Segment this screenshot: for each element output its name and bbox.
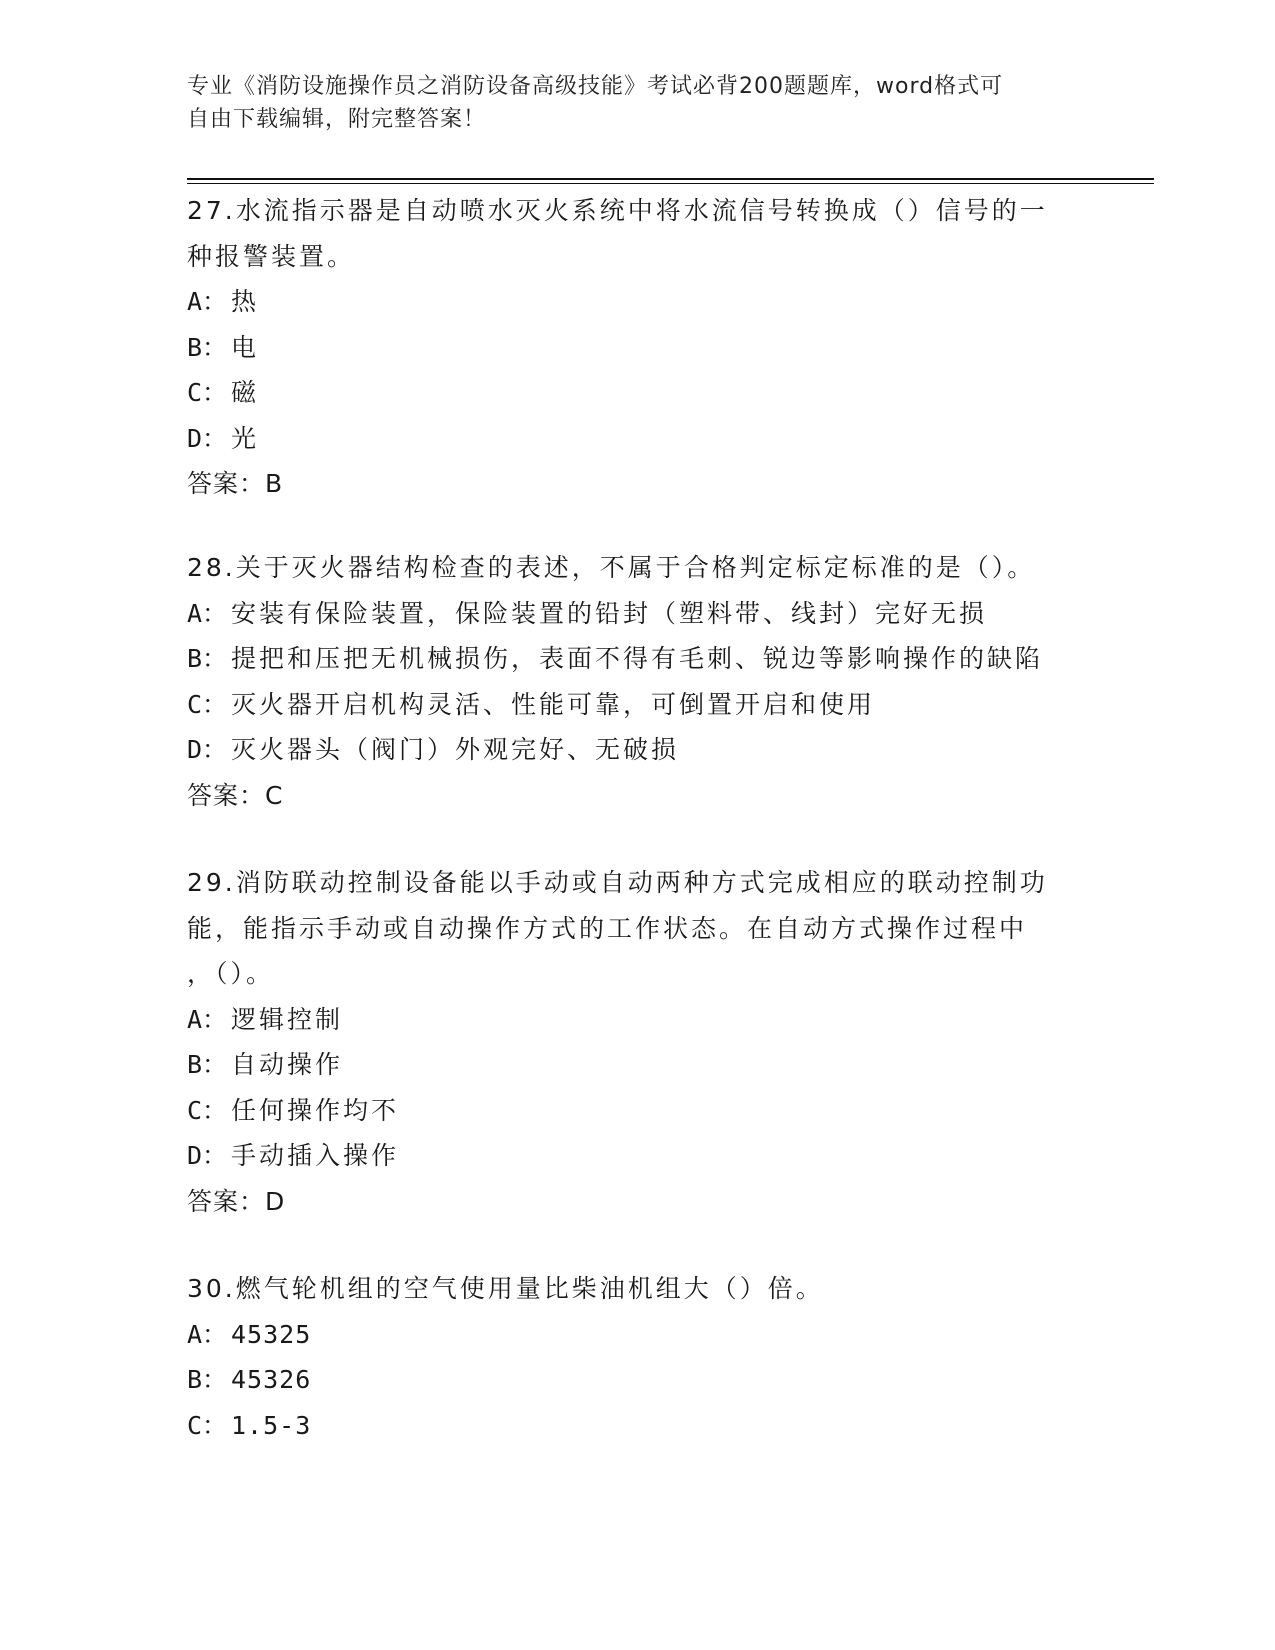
- option-a: [187, 1312, 1087, 1358]
- answer-line: 答案：D: [187, 1186, 286, 1216]
- option-key: B：: [187, 332, 228, 362]
- option-text: 光: [231, 423, 260, 453]
- question-28: [187, 545, 1087, 818]
- question-27: [187, 188, 1087, 507]
- option-text: 逻辑控制: [231, 1004, 344, 1034]
- question-29: [187, 860, 1087, 1224]
- option-key: B：: [187, 1050, 228, 1079]
- option-key: C：: [187, 1095, 228, 1125]
- option-text: 灭火器开启机构灵活、性能可靠，可倒置开启和使用: [231, 689, 876, 719]
- stem-line: ，（）。: [187, 959, 275, 988]
- option-text: 1.5-3: [231, 1410, 312, 1440]
- option-b: [187, 1357, 1087, 1403]
- stem-line: 27.水流指示器是自动喷水灭火系统中将水流信号转换成（）信号的一: [187, 196, 1048, 225]
- option-c: [187, 682, 1087, 728]
- option-b: [187, 1042, 1087, 1088]
- option-key: C：: [187, 689, 228, 719]
- option-text: 热: [231, 287, 260, 316]
- option-text: 提把和压把无机械损伤，表面不得有毛刺、锐边等影响操作的缺陷: [231, 644, 1044, 673]
- option-text: 安装有保险装置，保险装置的铅封（塑料带、线封）完好无损: [231, 598, 988, 628]
- header-line-2: 自由下载编辑，附完整答案！: [187, 107, 487, 132]
- option-a: [187, 279, 1087, 325]
- header-line-1: 专业《消防设施操作员之消防设备高级技能》考试必背200题题库，word格式可: [187, 74, 1004, 99]
- option-d: [187, 727, 1087, 773]
- stem-line: 29.消防联动控制设备能以手动或自动两种方式完成相应的联动控制功: [187, 868, 1048, 897]
- option-text: 自动操作: [231, 1050, 344, 1079]
- option-c: [187, 1088, 1087, 1134]
- header-divider-thick: [187, 178, 1154, 180]
- option-key: B：: [187, 1365, 228, 1394]
- option-b: [187, 636, 1087, 682]
- option-a: [187, 591, 1087, 637]
- question-stem: [187, 860, 1087, 997]
- option-text: 45326: [231, 1365, 312, 1394]
- stem-line: 能，能指示手动或自动操作方式的工作状态。在自动方式操作过程中: [187, 913, 1028, 943]
- header-divider-thin: [187, 183, 1154, 184]
- question-stem: [187, 1266, 1087, 1312]
- option-text: 磁: [231, 378, 260, 407]
- option-key: B：: [187, 644, 228, 673]
- option-text: 45325: [231, 1319, 312, 1349]
- option-key: D：: [187, 423, 228, 453]
- document-header: [187, 70, 1087, 136]
- stem-line: 28.关于灭火器结构检查的表述，不属于合格判定标定标准的是（）。: [187, 553, 1036, 582]
- option-text: 手动插入操作: [231, 1141, 400, 1170]
- option-b: [187, 325, 1087, 371]
- option-key: A：: [187, 1319, 228, 1349]
- stem-line: 30.燃气轮机组的空气使用量比柴油机组大（）倍。: [187, 1274, 824, 1303]
- option-a: [187, 997, 1087, 1043]
- question-30: [187, 1266, 1087, 1448]
- option-key: D：: [187, 1141, 228, 1170]
- answer-line: 答案：C: [187, 780, 284, 810]
- question-stem: [187, 188, 1087, 279]
- option-c: [187, 1403, 1087, 1449]
- stem-line: 种报警装置。: [187, 241, 356, 271]
- answer-line: 答案：B: [187, 469, 284, 498]
- option-key: A：: [187, 598, 228, 628]
- option-key: A：: [187, 1004, 228, 1034]
- option-d: [187, 1133, 1087, 1179]
- option-d: [187, 416, 1087, 462]
- option-c: [187, 370, 1087, 416]
- option-key: C：: [187, 378, 228, 407]
- option-key: C：: [187, 1410, 228, 1440]
- option-key: D：: [187, 735, 228, 764]
- option-text: 灭火器头（阀门）外观完好、无破损: [231, 735, 680, 764]
- question-stem: [187, 545, 1087, 591]
- option-text: 任何操作均不: [231, 1095, 400, 1125]
- option-key: A：: [187, 287, 228, 316]
- option-text: 电: [231, 332, 260, 362]
